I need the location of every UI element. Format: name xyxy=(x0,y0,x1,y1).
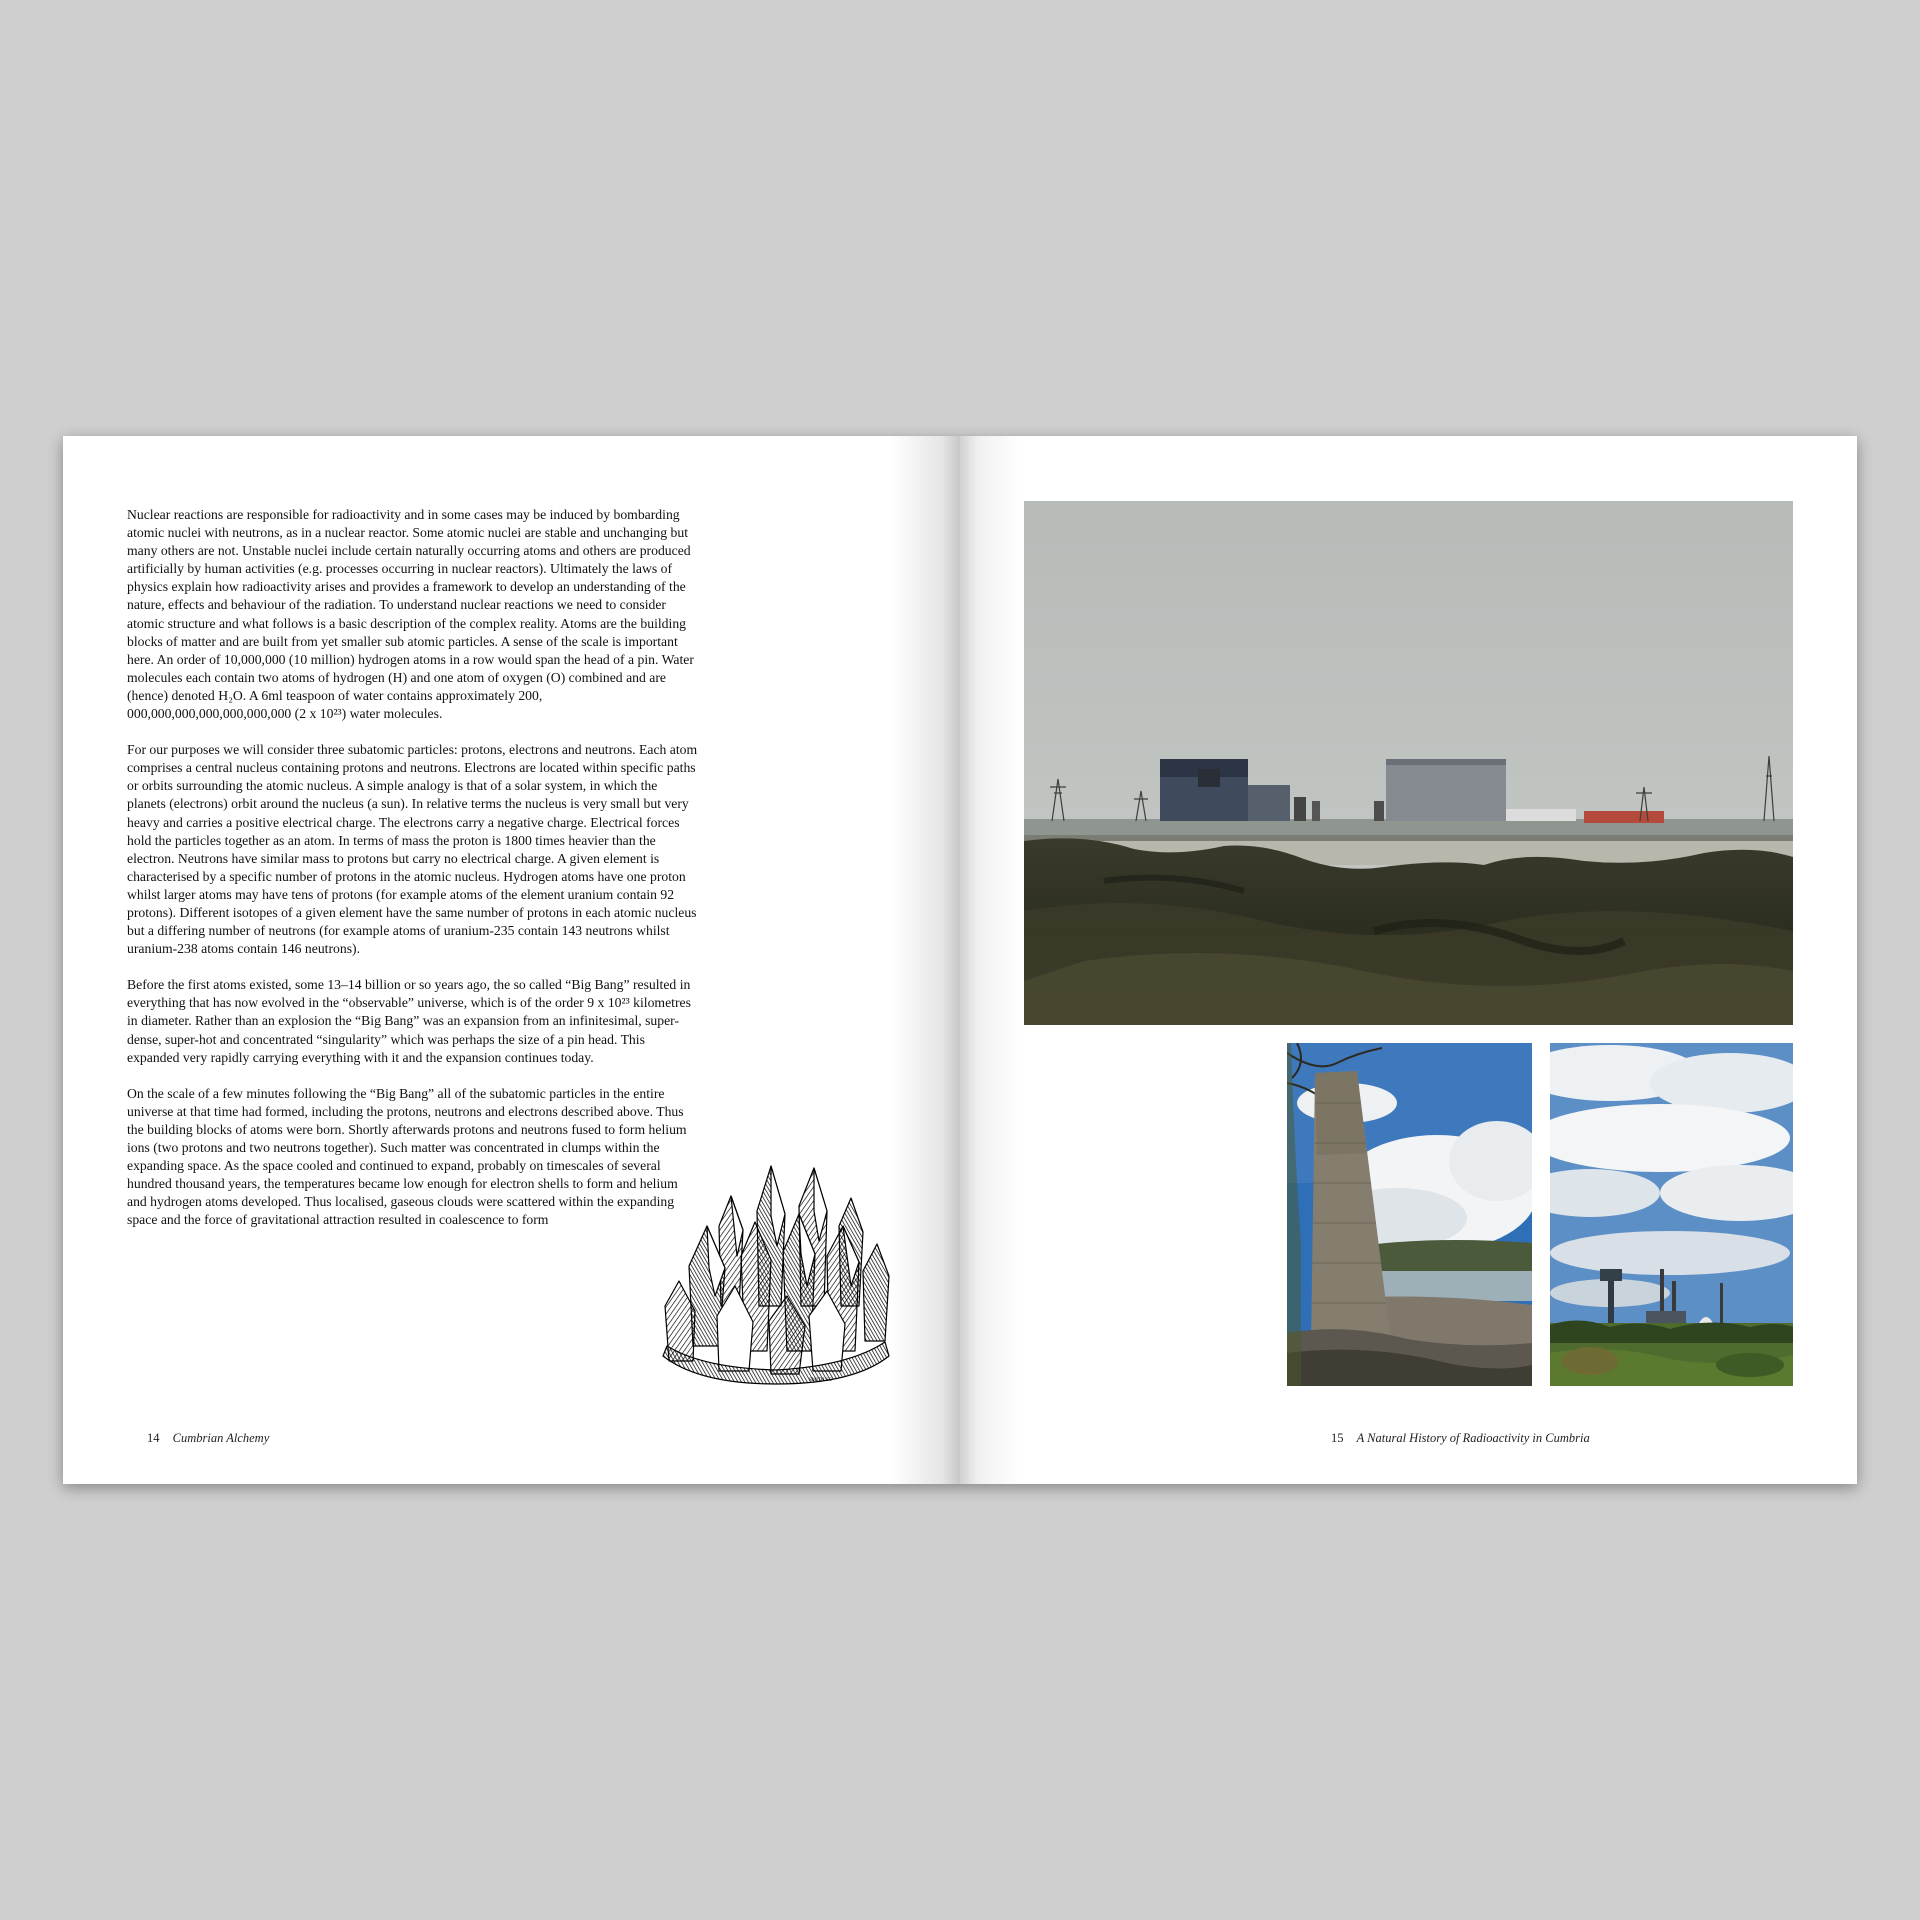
book-spread xyxy=(63,436,1857,1484)
right-folio xyxy=(1331,1431,1590,1446)
right-page xyxy=(960,436,1857,1484)
paragraph-3: Before the first atoms existed, some 13–14 billion or so years ago, the so called “Big Bang” resulted in everything that has now evolved in the “observable” universe, which is of the order 9 x 10²³ kilometres in diameter. Rather than an explosion the “Big Bang” was an expansion from an infinitesimal, super-dense, super-hot and concentrated “singularity” which was perhaps the size of a pin head. This expanded very rapidly carrying everything with it and the expansion continues today. xyxy=(127,977,691,1065)
gutter-shadow-right xyxy=(960,436,1020,1484)
body-text xyxy=(127,506,699,1247)
stone-chimney-photo xyxy=(1287,1043,1532,1386)
crystal-engraving-illustration xyxy=(659,1156,893,1386)
left-folio xyxy=(147,1431,269,1446)
left-page-number: 14 xyxy=(147,1431,160,1445)
svg-text:SMITH SC: SMITH SC xyxy=(809,1378,832,1383)
right-page-number: 15 xyxy=(1331,1431,1344,1445)
paragraph-2: For our purposes we will consider three subatomic particles: protons, electrons and neutrons. Each atom comprises a central nucleus containing protons and neutrons. Electrons are located within specific paths or orbits surrounding the atomic nucleus. A simple analogy is that of a solar system, in which the planets (electrons) orbit around the nucleus (a sun). In relative terms the nucleus is very small but very heavy and carries a positive electrical charge. The electrons carry a negative charge. Electrical forces hold the particles together as an atom. In terms of mass the proton is 1800 times heavier than the electron. Neutrons have similar mass to protons but carry no electrical charge. A given element is characterised by a specific number of protons in the atomic nucleus. Hydrogen atoms have one proton whilst larger atoms may have tens of protons (for example atoms of the element uranium contain 92 protons). Different isotopes of a given element have the same number of protons in each atomic nucleus but a differing number of neutrons (for example atoms of uranium-235 contain 143 neutrons whilst uranium-238 atoms contain 146 neutrons). xyxy=(127,742,698,957)
distant-station-photo xyxy=(1550,1043,1793,1386)
left-page xyxy=(63,436,960,1484)
right-running-title: A Natural History of Radioactivity in Cumbria xyxy=(1356,1431,1590,1445)
paragraph-4: On the scale of a few minutes following the “Big Bang” all of the subatomic particles in the entire universe at that time had formed, including the protons, neutrons and electrons described above. Thus the building blocks of atoms were born. Shortly afterwards protons and neutrons fused to form helium ions (two protons and two neutrons together). Such matter was concentrated in clumps within the expanding space. As the space cooled and continued to expand, probably on timescales of several hundred thousand years, the temperatures became low enough for electron shells to form and helium and hydrogen atoms developed. Thus localised, gaseous clouds were scattered within the expanding space and the force of gravitational attraction resulted in coalescence to form xyxy=(127,1085,687,1228)
gutter-shadow-left xyxy=(890,436,960,1484)
power-station-photo xyxy=(1024,501,1793,1025)
paragraph-1: Nuclear reactions are responsible for radioactivity and in some cases may be induced by bombarding atomic nuclei with neutrons, as in a nuclear reactor. Some atomic nuclei are stable and unchanging but many others are not. Unstable nuclei include certain naturally occurring atoms and others are produced artificially by human activities (e.g. processes occurring in nuclear reactors). Ultimately the laws of physics explain how radioactivity arises and provides a framework to develop an understanding of the nature, effects and behaviour of the radiation. To understand nuclear reactions we need to consider atomic structure and what follows is a basic description of the complex reality. Atoms are the building blocks of matter and are built from yet smaller sub atomic particles. A sense of the scale is important here. An order of 10,000,000 (10 million) hydrogen atoms in a row would span the head of a pin. Water molecules each contain two atoms of hydrogen (H) and one atom of oxygen (O) combined and are (hence) denoted H₂O. A 6ml teaspoon of water contains approximately 200, 000,000,000,000,000,000,000 (2 x 10²³) water molecules. xyxy=(127,507,694,722)
left-running-title: Cumbrian Alchemy xyxy=(172,1431,270,1445)
